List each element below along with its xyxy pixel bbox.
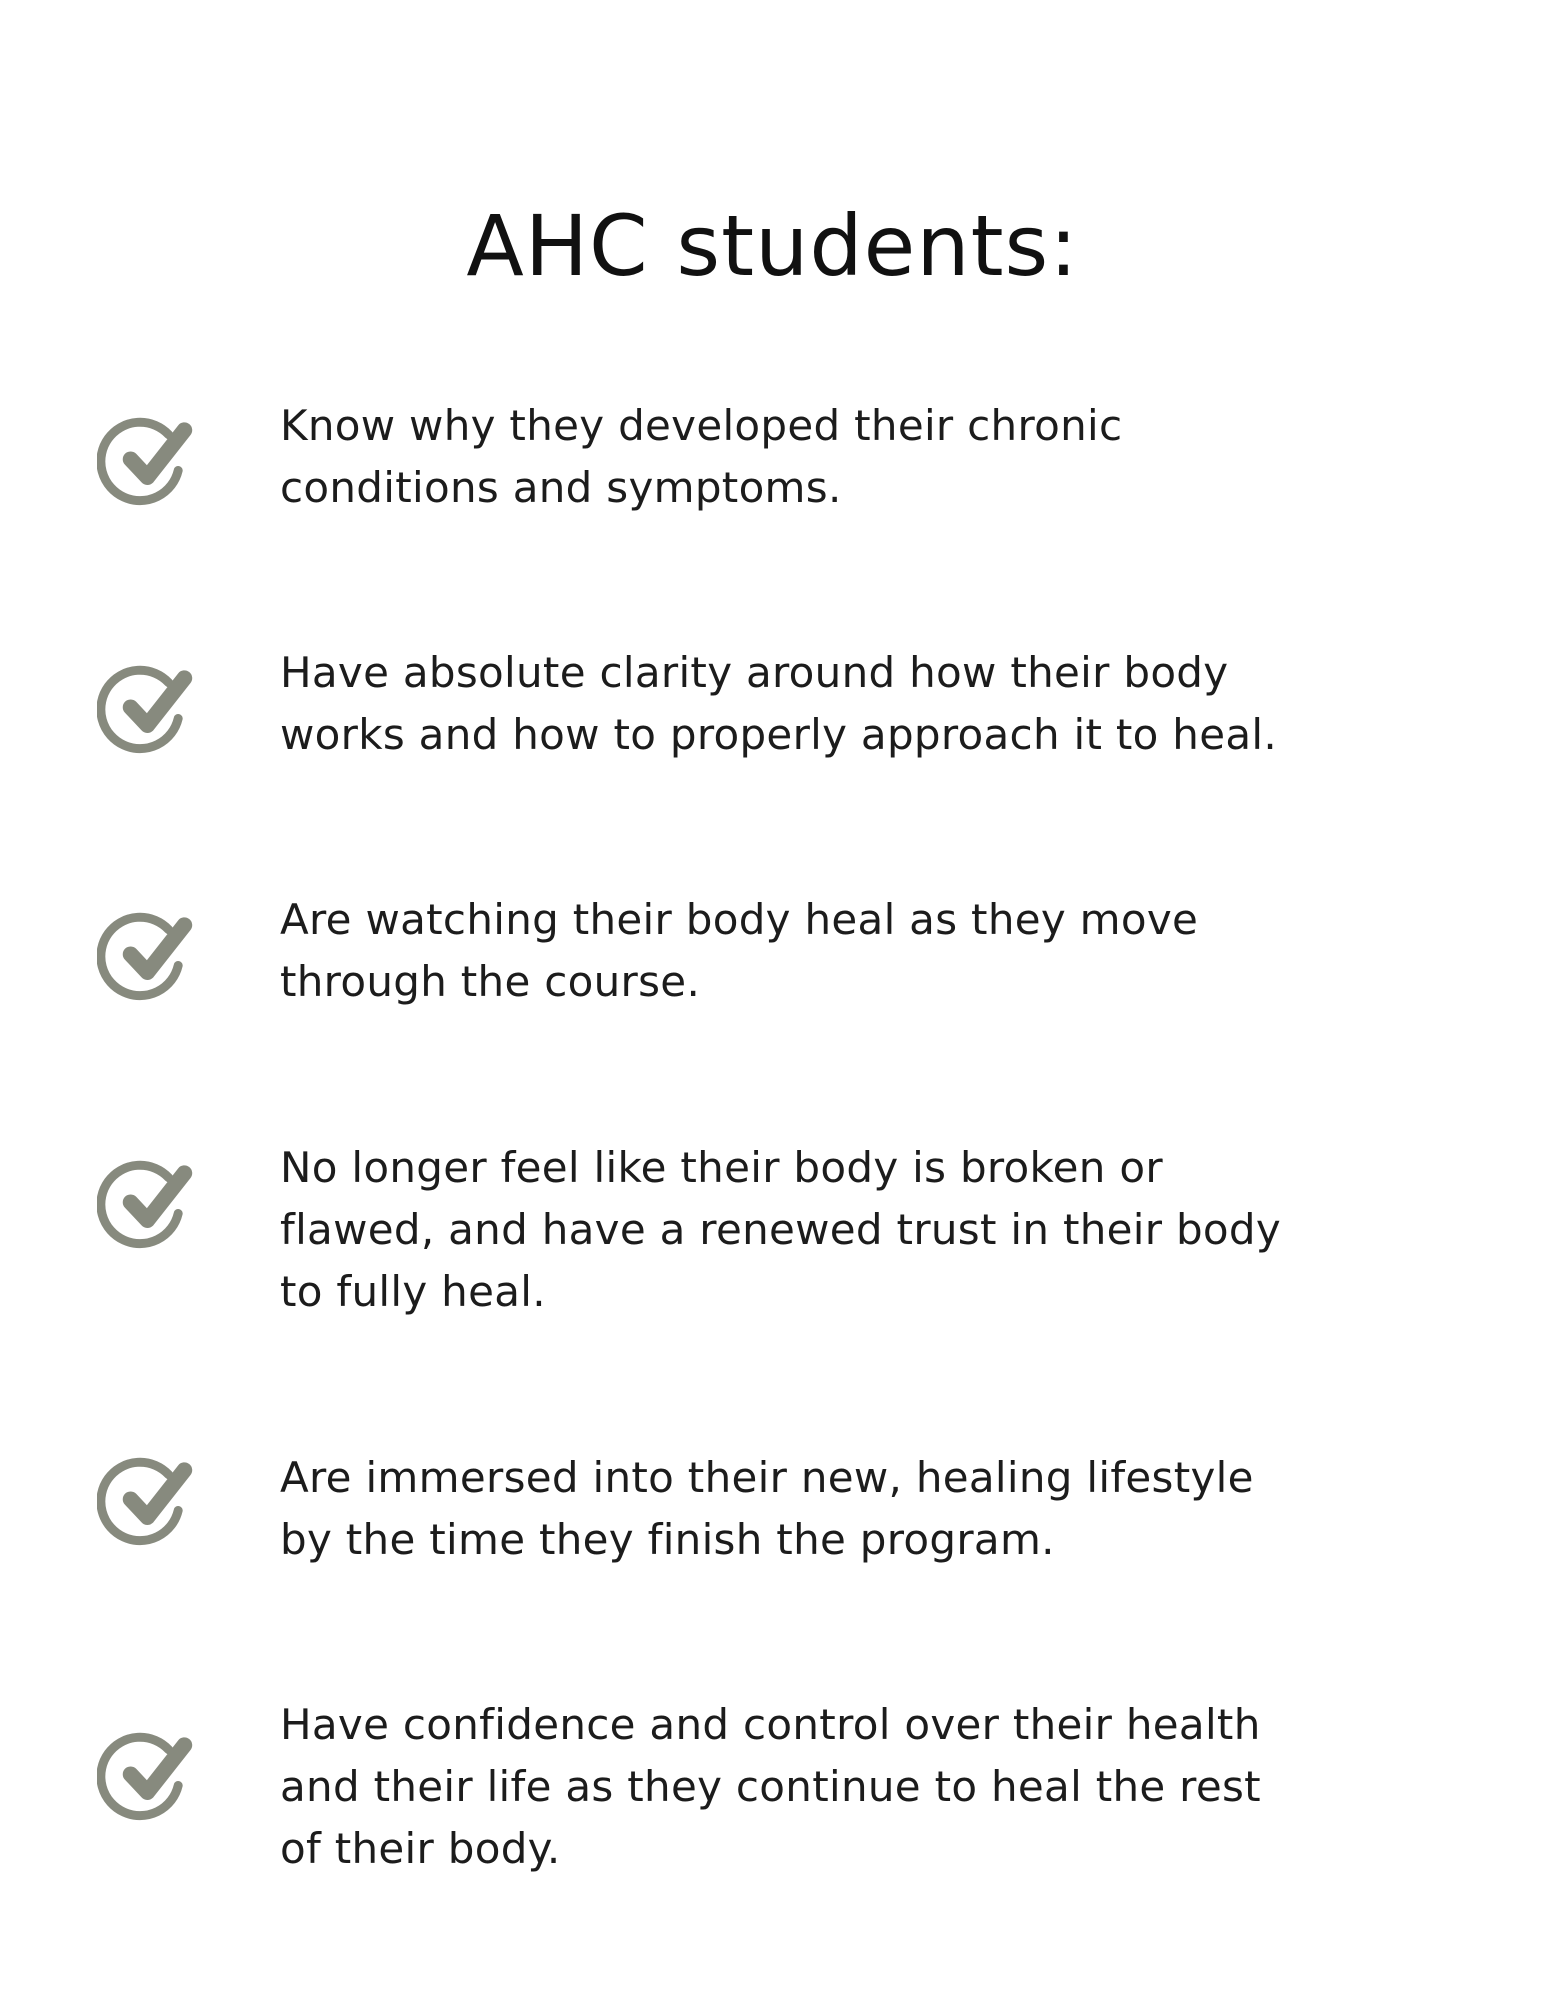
checkmark-circle-icon: [97, 1450, 209, 1562]
list-item-text: Know why they developed their chronic conditions and symptoms.: [280, 401, 1123, 512]
list-item-text: Are watching their body heal as they move through the course.: [280, 895, 1199, 1006]
list-item-text: No longer feel like their body is broken or flawed, and have a renewed trust in their body to fully heal.: [280, 1143, 1282, 1316]
checkmark-circle-icon: [97, 658, 209, 770]
page-title: AHC students:: [466, 197, 1079, 295]
list-item-text: Are immersed into their new, healing lifestyle by the time they finish the program.: [280, 1453, 1254, 1564]
checkmark-circle-icon: [97, 905, 209, 1017]
checkmark-circle-icon: [97, 1153, 209, 1265]
checkmark-circle-icon: [97, 410, 209, 522]
list-item-text: Have confidence and control over their health and their life as they continue to heal the rest of their body.: [280, 1700, 1261, 1873]
list-item-text: Have absolute clarity around how their body works and how to properly approach it to heal.: [280, 648, 1278, 759]
checkmark-circle-icon: [97, 1725, 209, 1837]
